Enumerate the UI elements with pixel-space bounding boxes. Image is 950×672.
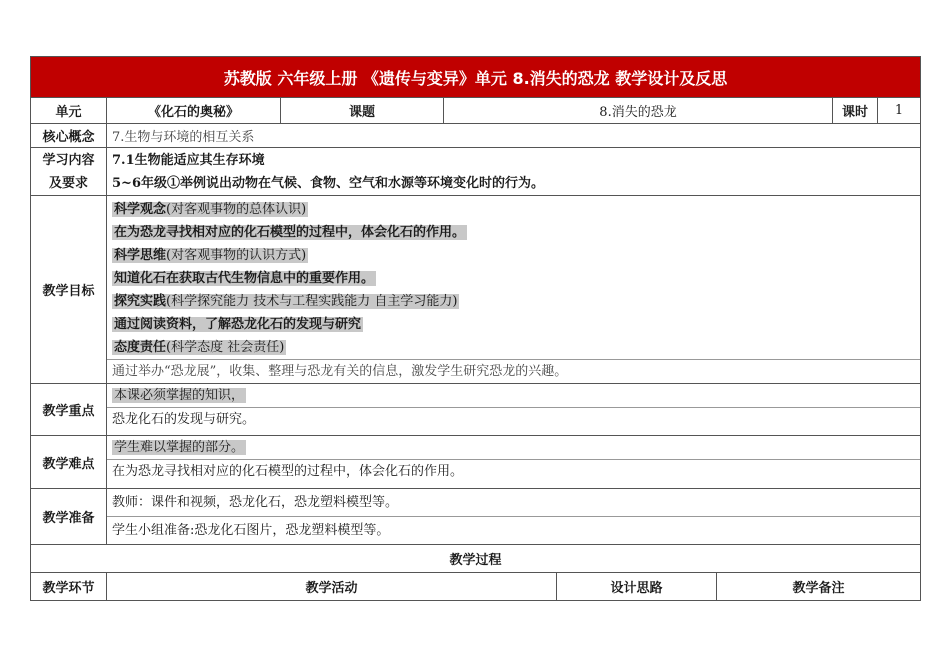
content-req-line2: 5~6年级①举例说出动物在气候、食物、空气和水源等环境变化时的行为。 (112, 175, 544, 191)
inquiry-heading: 探究实践(科学探究能力 技术与工程实践能力 自主学习能力) (114, 294, 458, 309)
preparation-label: 教学准备 (31, 489, 107, 545)
key-points-cell (107, 384, 921, 436)
preparation-students: 学生小组准备:恐龙化石图片，恐龙塑料模型等。 (107, 516, 920, 544)
difficulties-cell (107, 436, 921, 489)
col-design-header: 设计思路 (557, 573, 717, 601)
content-req-line1: 7.1生物能适应其生存环境 (112, 152, 265, 168)
period-label: 课时 (833, 98, 878, 124)
objectives-label: 教学目标 (31, 196, 107, 384)
topic-label: 课题 (281, 98, 444, 124)
topic-value: 8.消失的恐龙 (444, 98, 833, 124)
period-value: 1 (878, 98, 921, 124)
col-stage-header: 教学环节 (31, 573, 107, 601)
col-notes-header: 教学备注 (717, 573, 921, 601)
core-concept-label: 核心概念 (31, 124, 107, 148)
content-req-cell (107, 148, 921, 196)
sci-thinking-text: 知道化石在获取古代生物信息中的重要作用。 (114, 271, 375, 286)
preparation-teacher: 教师：课件和视频，恐龙化石，恐龙塑料模型等。 (112, 495, 399, 510)
difficulties-hint: 学生难以掌握的部分。 (114, 440, 245, 455)
lesson-plan-document (30, 56, 920, 601)
core-concept-value: 7.生物与环境的相互关系 (107, 124, 921, 148)
difficulties-text: 在为恐龙寻找相对应的化石模型的过程中，体会化石的作用。 (107, 459, 920, 483)
lesson-plan-table (30, 56, 921, 601)
col-activity-header: 教学活动 (107, 573, 557, 601)
content-req-label-line1: 学习内容 (42, 152, 95, 168)
content-req-label-line2: 及要求 (48, 175, 88, 191)
content-req-label (31, 148, 107, 196)
unit-label: 单元 (31, 98, 107, 124)
preparation-cell (107, 489, 921, 545)
document-title: 苏教版 六年级上册 《遗传与变异》单元 8.消失的恐龙 教学设计及反思 (31, 57, 921, 98)
key-points-text: 恐龙化石的发现与研究。 (107, 407, 920, 431)
unit-value: 《化石的奥秘》 (107, 98, 281, 124)
attitude-text: 通过举办“恐龙展”，收集、整理与恐龙有关的信息，激发学生研究恐龙的兴趣。 (107, 359, 920, 383)
key-points-label: 教学重点 (31, 384, 107, 436)
sci-thinking-heading: 科学思维(对客观事物的认识方式) (114, 248, 307, 263)
sci-concept-heading: 科学观念(对客观事物的总体认识) (114, 202, 307, 217)
objectives-cell (107, 196, 921, 384)
attitude-heading: 态度责任(科学态度 社会责任) (114, 340, 285, 355)
difficulties-label: 教学难点 (31, 436, 107, 489)
key-points-hint: 本课必须掌握的知识， (114, 388, 245, 403)
process-title: 教学过程 (31, 545, 921, 573)
sci-concept-text: 在为恐龙寻找相对应的化石模型的过程中，体会化石的作用。 (114, 225, 466, 240)
inquiry-text: 通过阅读资料，了解恐龙化石的发现与研究 (114, 317, 362, 332)
